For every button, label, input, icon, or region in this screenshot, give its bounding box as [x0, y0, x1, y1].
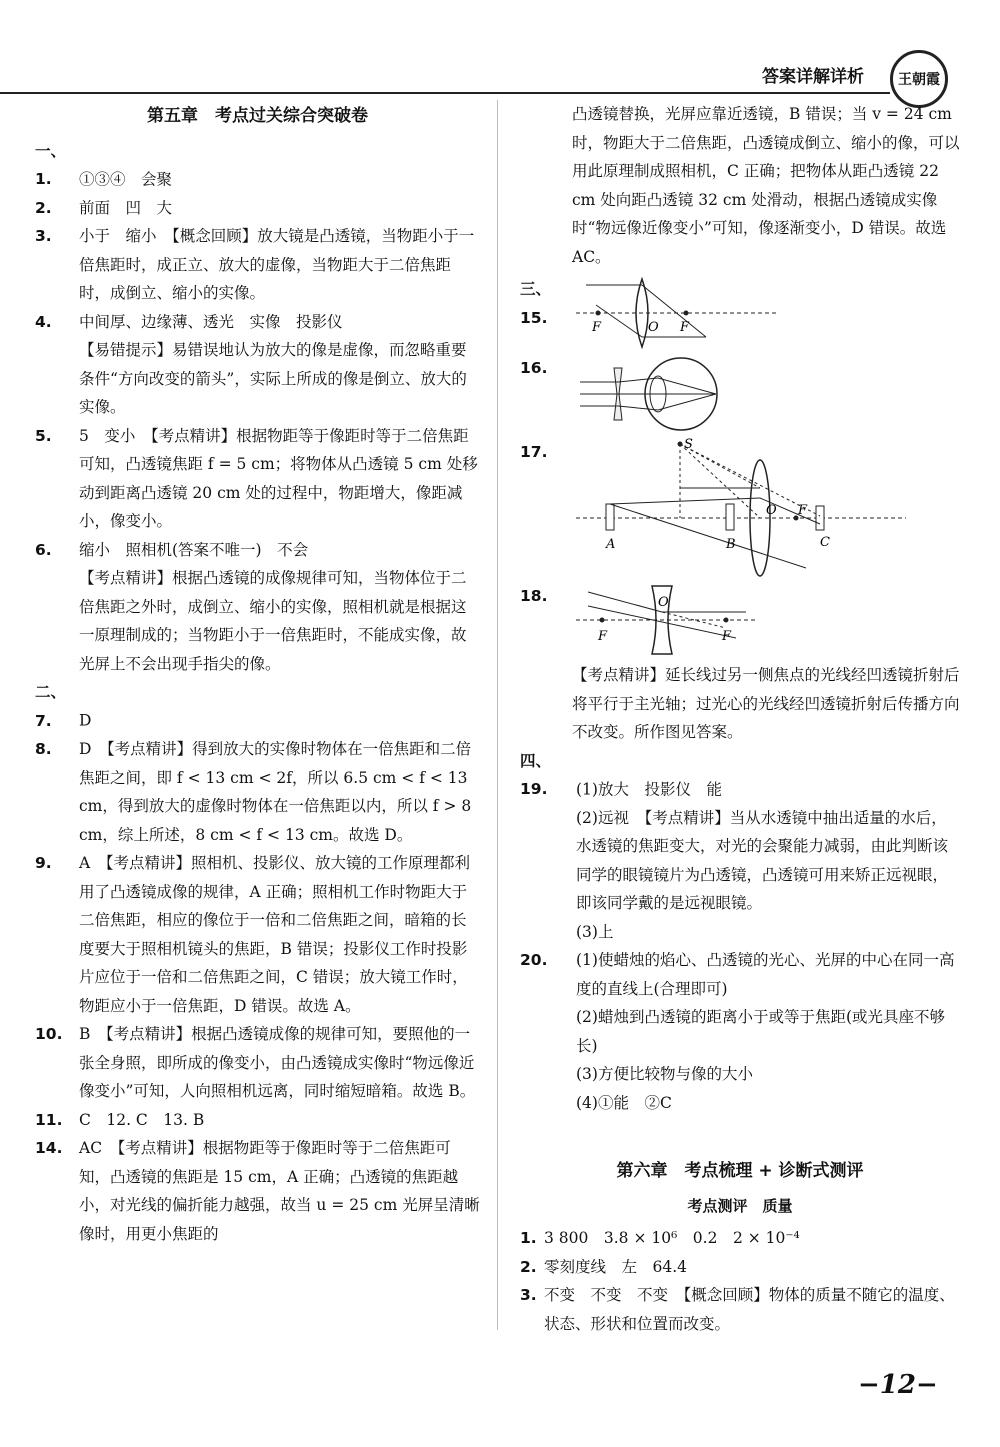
item-number: 3.	[35, 227, 52, 245]
answer-note: 【考点精讲】根据凸透镜的成像规律可知，当物体位于二倍焦距之外时，成倒立、缩小的实像，照相机就是根据这一原理制成的；当物距小于一倍焦距时，不能成实像，故光屏上不会出现手指尖的像。	[79, 569, 467, 673]
item-number: 18.	[520, 587, 548, 605]
item-number: 10.	[35, 1025, 63, 1043]
item-number: 6.	[35, 540, 52, 559]
answer-text: AC 【考点精讲】根据物距等于像距时等于二倍焦距可知，凸透镜的焦距是 15 cm，A 正确；凸透镜的焦距越小，对光线的偏折能力越强，故当 u = 25 cm 光屏呈清晰像时，用更小焦距的	[79, 1139, 480, 1243]
answer-text: C 12. C 13. B	[79, 1110, 205, 1129]
left-column	[35, 100, 480, 1248]
answer-item	[520, 1281, 960, 1338]
answer-item	[35, 194, 480, 223]
fig15-f2: F	[680, 320, 690, 335]
answer-item	[520, 1089, 960, 1118]
eye-correction-diagram	[576, 354, 726, 434]
item-number: 4.	[35, 312, 52, 331]
right-column	[520, 100, 960, 1338]
fig17-c: C	[820, 535, 830, 550]
answer-text: 3 800 3.8 × 10⁶ 0.2 2 × 10⁻⁴	[544, 1229, 800, 1247]
item-number: 2.	[35, 198, 52, 217]
answer-item	[520, 1224, 960, 1253]
item-number: 1.	[520, 1229, 537, 1247]
answer-14-continued: 凸透镜替换，光屏应靠近透镜，B 错误；当 v = 24 cm 时，物距大于二倍焦距，凸透镜成倒立、缩小的像，可以用此原理制成照相机，C 正确；把物体从距凸透镜 22 cm 处向距凸透镜 32 cm 处滑动，根据凸透镜成实像时“物远像近像变小”可知，像逐渐变小，D 错误。故选 AC。	[572, 105, 960, 266]
answer-item	[520, 946, 960, 1003]
item-number: 8.	[35, 740, 52, 758]
answer-text: D 【考点精讲】得到放大的实像时物体在一倍焦距和二倍焦距之间，即 f < 13 cm < 2f，所以 6.5 cm < f < 13 cm，得到放大的虚像时物体在一倍焦距以内，所以 f > 8 cm，综上所述，8 cm < f < 13 cm。故选 D。	[79, 740, 472, 844]
header-rule	[0, 92, 890, 94]
fig17-o: O	[766, 503, 777, 518]
answer-text: 不变 不变 不变 【概念回顾】物体的质量不随它的温度、状态、形状和位置而改变。	[544, 1286, 955, 1333]
answer-item	[520, 1060, 960, 1089]
answer-item	[35, 735, 480, 849]
answer-item	[520, 1253, 960, 1282]
fig17-b: B	[726, 537, 736, 552]
answer-text: 零刻度线 左 64.4	[544, 1257, 688, 1276]
item-number: 14.	[35, 1139, 63, 1157]
item-number: 一、1.	[35, 141, 67, 188]
item-number: 16.	[520, 359, 548, 377]
answer-text: (3)上	[576, 922, 614, 941]
fig17-s: S	[684, 438, 693, 452]
fig15-f1: F	[592, 320, 602, 335]
figure-15	[520, 275, 960, 350]
answer-text: 前面 凹 大	[79, 198, 173, 217]
figure-18	[520, 582, 960, 657]
answer-item	[35, 1106, 480, 1135]
item-number: 17.	[520, 443, 548, 461]
answer-text: D	[79, 711, 92, 730]
column-divider	[497, 100, 498, 1330]
answer-text: (2)蜡烛到凸透镜的距离小于或等于焦距(或光具座不够长)	[576, 1008, 946, 1055]
answer-text: (4)①能 ②C	[576, 1093, 672, 1112]
answer-text: ①③④ 会聚	[79, 170, 173, 188]
answer-item	[35, 422, 480, 536]
item-number: 四、19.	[520, 751, 552, 798]
concave-lens-diagram	[576, 582, 756, 657]
answer-item	[35, 308, 480, 337]
item-number: 3.	[520, 1286, 537, 1304]
item-number: 5.	[35, 426, 52, 445]
fig17-a: A	[606, 537, 616, 552]
chapter5-title: 第五章 考点过关综合突破卷	[147, 106, 368, 126]
fig18-o: O	[658, 595, 669, 610]
page-number: −12−	[858, 1370, 938, 1400]
answer-text: 小于 缩小 【概念回顾】放大镜是凸透镜，当物距小于一倍焦距时，成正立、放大的虚像，当物距大于二倍焦距时，成倒立、缩小的实像。	[79, 227, 475, 302]
answer-text: B 【考点精讲】根据凸透镜成像的规律可知，要照他的一张全身照，即所成的像变小，由凸透镜成实像时“物远像近像变小”可知，人向照相机远离，同时缩短暗箱。故选 B。	[79, 1025, 476, 1100]
right-answer-list	[520, 747, 960, 1118]
convex-lens-diagram	[576, 275, 776, 350]
answer-item	[520, 804, 960, 918]
answer-text: A 【考点精讲】照相机、投影仪、放大镜的工作原理都利用了凸透镜成像的规律，A 正确；照相机工作时物距大于二倍焦距，相应的像位于一倍和二倍焦距之间，暗箱的长度要大于照相机镜头的焦距，B 错误；投影仪工作时投影片应位于一倍和二倍焦距之间，C 错误；放大镜工作时，物距应小于一倍焦距，D 错误。故选 A。	[79, 854, 470, 1015]
answer-item	[35, 536, 480, 565]
object-image-diagram	[576, 438, 906, 578]
answer-item	[35, 222, 480, 308]
item-number: 二、7.	[35, 683, 67, 730]
fig18-f1: F	[598, 629, 608, 644]
answer-item	[520, 1003, 960, 1060]
fig18-f2: F	[722, 629, 732, 644]
answer-note: 【易错提示】易错误地认为放大的像是虚像，而忽略重要条件“方向改变的箭头”，实际上所成的像是倒立、放大的实像。	[79, 341, 467, 416]
figure-17	[520, 438, 960, 578]
publisher-logo: 王朝霞	[890, 50, 948, 108]
chapter6-subtitle: 考点测评 质量	[687, 1196, 793, 1215]
item-number: 三、15.	[520, 280, 552, 327]
left-answer-list	[35, 137, 480, 1249]
answer-text: 5 变小 【考点精讲】根据物距等于像距时等于二倍焦距可知，凸透镜焦距 f = 5 cm；将物体从凸透镜 5 cm 处移动到距离凸透镜 20 cm 处的过程中，物距增大，像距减小，像变小。	[79, 426, 478, 530]
fig15-o: O	[648, 320, 659, 335]
answer-item	[35, 137, 480, 194]
item-number: 11.	[35, 1110, 63, 1129]
answer-text: 缩小 照相机(答案不唯一) 不会	[79, 540, 309, 559]
chapter6-title: 第六章 考点梳理 + 诊断式测评	[616, 1161, 864, 1181]
answer-text: 中间厚、边缘薄、透光 实像 投影仪	[79, 312, 343, 331]
answer-item	[35, 849, 480, 1020]
fig17-f: F	[798, 503, 808, 518]
answer-text: (2)远视 【考点精讲】当从水透镜中抽出适量的水后，水透镜的焦距变大，对光的会聚能力减弱，由此判断该同学的眼镜镜片为凸透镜，凸透镜可用来矫正远视眼，即该同学戴的是远视眼镜。	[576, 808, 949, 912]
answer-item	[35, 1134, 480, 1248]
item-number: 20.	[520, 951, 548, 969]
item-number: 2.	[520, 1257, 537, 1276]
chapter6-answer-list	[520, 1224, 960, 1338]
answer-item	[35, 1020, 480, 1106]
answer-18-note: 【考点精讲】延长线过另一侧焦点的光线经凹透镜折射后将平行于主光轴；过光心的光线经凹透镜折射后传播方向不改变。所作图见答案。	[572, 666, 960, 741]
answer-text: (3)方便比较物与像的大小	[576, 1065, 753, 1083]
header-title: 答案详解详析	[762, 67, 864, 87]
answer-text: (1)放大 投影仪 能	[576, 780, 722, 798]
answer-text: (1)使蜡烛的焰心、凸透镜的光心、光屏的中心在同一高度的直线上(合理即可)	[576, 951, 955, 998]
answer-item	[520, 747, 960, 804]
item-number: 9.	[35, 854, 52, 872]
figure-16	[520, 354, 960, 434]
answer-item	[35, 678, 480, 735]
answer-item	[520, 918, 960, 947]
